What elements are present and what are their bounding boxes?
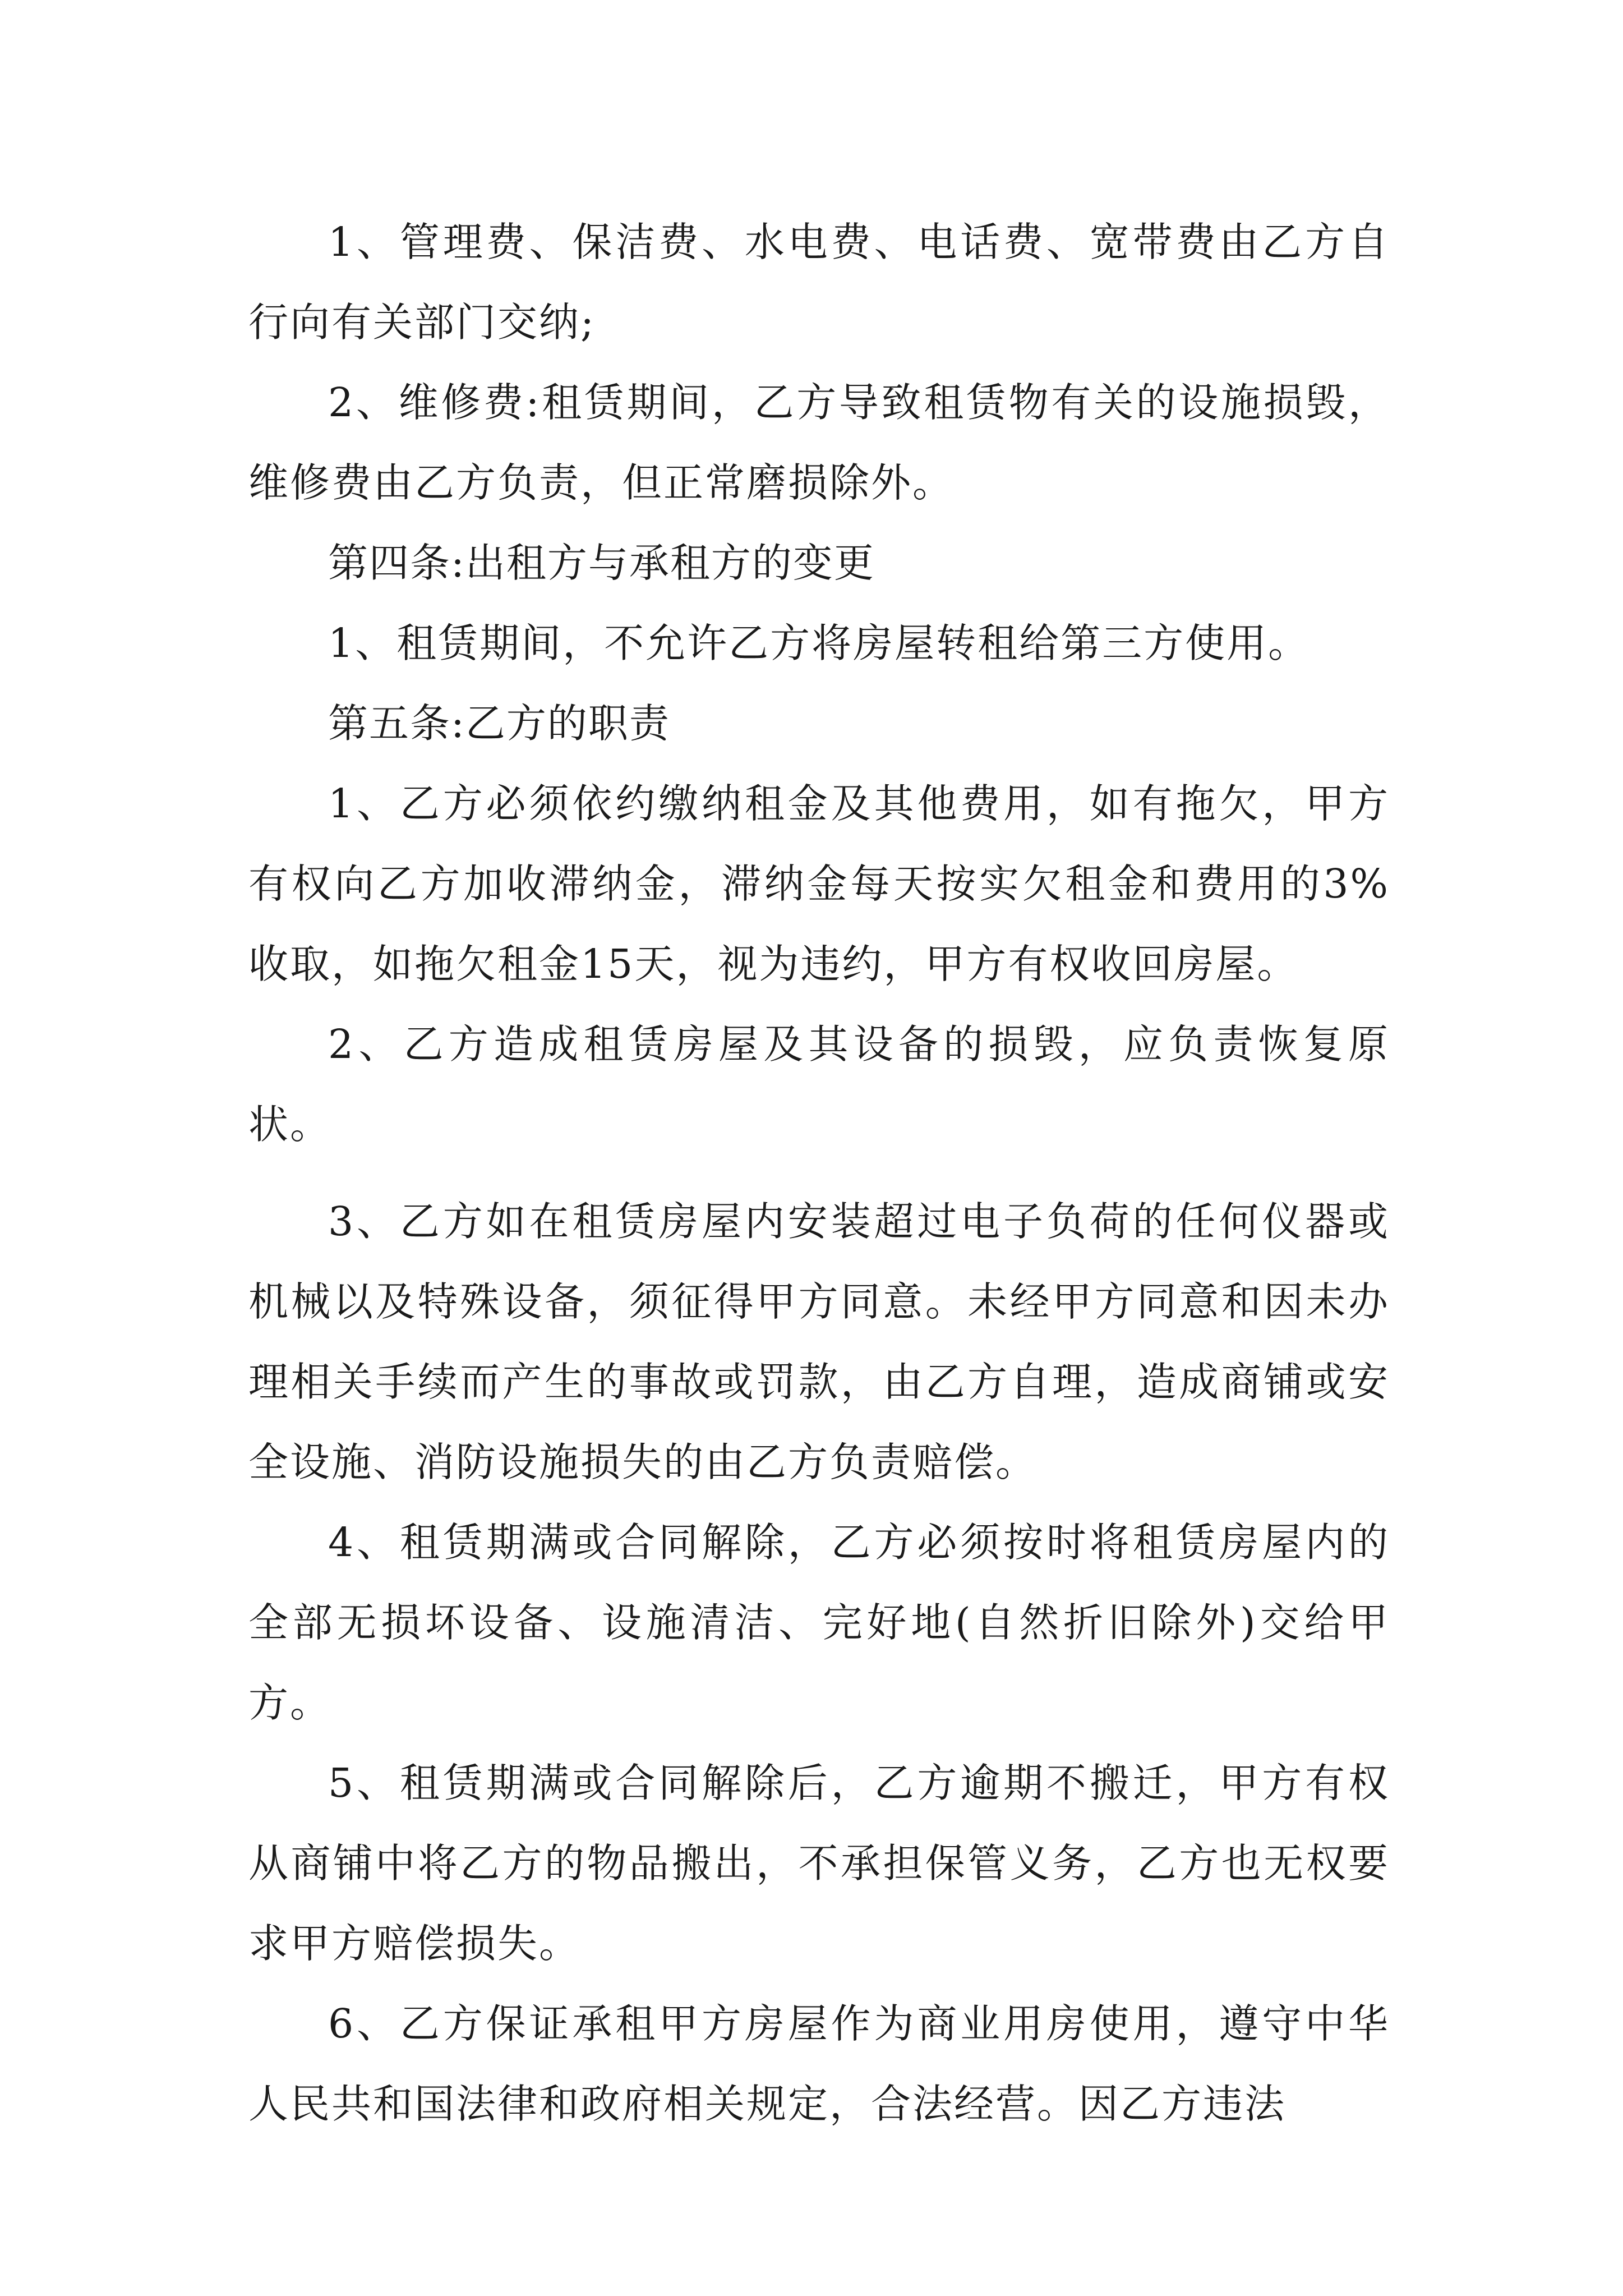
paragraph-article-5-item-6: 6、乙方保证承租甲方房屋作为商业用房使用，遵守中华人民共和国法律和政府相关规定，合法经营。因乙方违法 xyxy=(248,2000,1390,2127)
paragraph-article-5-item-3: 3、乙方如在租赁房屋内安装超过电子负荷的任何仪器或机械以及特殊设备，须征得甲方同意。未经甲方同意和因未办理相关手续而产生的事故或罚款，由乙方自理，造成商铺或安全设施、消防设施损失的由乙方负责赔偿。 xyxy=(248,1198,1390,1485)
paragraph-article-4-item-1: 1、租赁期间，不允许乙方将房屋转租给第三方使用。 xyxy=(328,620,1310,666)
paragraph-article-5-item-5: 5、租赁期满或合同解除后，乙方逾期不搬迁，甲方有权从商铺中将乙方的物品搬出，不承担保管义务，乙方也无权要求甲方赔偿损失。 xyxy=(248,1760,1390,1967)
paragraph-fee-management: 1、管理费、保洁费、水电费、电话费、宽带费由乙方自行向有关部门交纳; xyxy=(248,219,1390,346)
article-5-title: 第五条:乙方的职责 xyxy=(328,700,670,747)
paragraph-spacer xyxy=(248,1165,1390,1181)
paragraph-article-5-item-2: 2、乙方造成租赁房屋及其设备的损毁，应负责恢复原状。 xyxy=(248,1021,1390,1148)
article-4-title: 第四条:出租方与承租方的变更 xyxy=(328,540,875,586)
paragraph-article-5-item-4: 4、租赁期满或合同解除，乙方必须按时将租赁房屋内的全部无损坏设备、设施清洁、完好地(自然折旧除外)交给甲方。 xyxy=(248,1519,1390,1726)
paragraph-article-5-item-1: 1、乙方必须依约缴纳租金及其他费用，如有拖欠，甲方有权向乙方加收滞纳金，滞纳金每天按实欠租金和费用的3%收取，如拖欠租金15天，视为违约，甲方有权收回房屋。 xyxy=(248,780,1390,987)
paragraph-fee-repair: 2、维修费:租赁期间，乙方导致租赁物有关的设施损毁，维修费由乙方负责，但正常磨损除外。 xyxy=(248,379,1390,506)
document-page xyxy=(248,202,1390,2144)
